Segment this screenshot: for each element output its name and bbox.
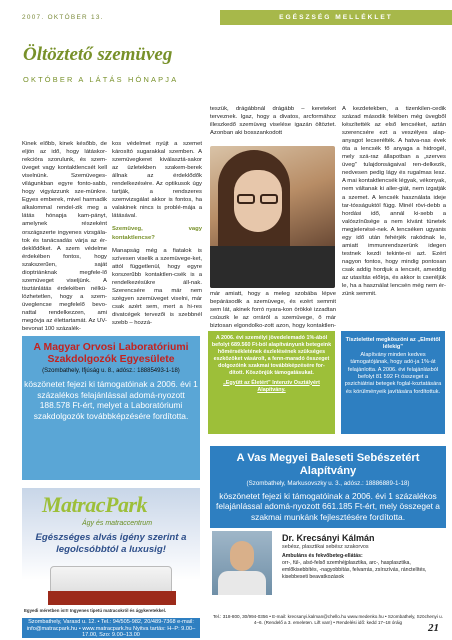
doctor-photo: [212, 531, 272, 595]
issue-date: 2007. OKTÓBER 13.: [22, 14, 104, 21]
foundation-signature: „Együtt az Életért” Intenzív Osztályért Alapítvány.: [223, 379, 320, 393]
article-title: Öltöztető szemüveg: [23, 44, 173, 65]
article-column-1: Kinek előbb, kinek később, de eljön az idő, hogy látáskor-rekcióra szorulunk, és szem-üveget vagy kontaktlencsét kell viselnünk. Szemüveges-világunkban egyre fonto-sabb, hogy vigyázzunk sze-münkre. Egyes emberek, mivel harmadik alkalommal rendel-zik meg a látás hónapja kam-pányt, amelynek részeként országszerte ingyenes vizsgála-tok és tanácsadás várja az ér-deklődőket. A szem védelme érdekében fontos, hogy szakszerűen, saját dioptriánknak megfele-lő szemüveget viseljünk. A tisztánlátás érdekében nélkü-lözhetetlen, hogy a szem-üveglencse megfelelő bevo-nattal rendelkezzen, ami megóvja az élettartamát. Az UV-bevonat 100 százalék-: [22, 141, 107, 333]
ad-title: A Magyar Orvosi Laboratóriumi Szakdolgozók Egyesülete: [33, 342, 189, 365]
woman-with-glasses-photo: [210, 146, 335, 288]
section-title: EGÉSZSÉG MELLÉKLET: [279, 14, 393, 21]
ad-headline: Egészséges alvás igény szerint a legolcsóbbtól a luxusig!: [35, 532, 187, 555]
ad-text: köszönetet fejezi ki támogatóinak a 2006. évi 1 százalékos felajánlással adomá-nyozott 188.578 Ft-ért, melyet a Laboratóriumi szakdolgozók továbbképzésére fordította.: [24, 379, 198, 421]
article-column-2: kos védelmet nyújt a szemet károsító sugarakkal szemben. A szemüvegkeret kiválasztá-sakor az üzletekben szakem-berek állnak az érdeklődők rendelkezésére. Az optikusok úgy tartják, a rendszeres szemvizsgálat akkor is fontos, ha valakinek nincs is problé-mája a látásával. Szemüveg, vagy kontaktlencse? Manapság még a fiatalok is szívesen viselik a szemüvege-ket, attól függetlenül, hogy egyre korszerűbb kontaktlen-csék is a rendelkezésükre áll-nak. Szerencsére ma már nem szégyen szemüveget viselni, már csak azért sem, mert a hi-res divatcégek tervezői is szebbnél szebb – hozzá-: [112, 141, 202, 326]
ad-address: (Szombathely, Markusovszky u. 3., adósz.: 18886889-1-18): [246, 480, 410, 487]
matracpark-ad: [22, 488, 200, 638]
vas-county-foundation-ad: [210, 446, 446, 528]
bed-illustration: [50, 566, 172, 604]
article-column-3-bottom: már amiatt, hogy a meleg szobába lépve bepárásodik a szemüvege, és ezért semmit sem lát, akinek forró nyara-kon örökké izzadtan csúszik le az orráról a szemüvege, õ már biztosan elgondolko-zott azon, hogy kontaktlen-: [210, 291, 336, 330]
ad-text: köszönetet fejezi ki támogatóinak a 2006. évi 1 százalékos felajánlással adomá-nyozott 661.185 Ft-ért, mely összeget a szakmai munkánk fejlesztésére fordította.: [216, 491, 440, 522]
article-column-4: A kezdetekben, a tizenkilen-cedik század második felében még üvegből készítették az első lencséket, aztán szerencsére ezt a veszélyes alap-anyagot lecserélték. A hatva-nas évek óta a lencsék fő anyaga a hidrogél, mely szá-raz állapotban a „szerves üveg” tulajdonságaival ren-delkezik, nedvesen pedig lágy és rugalmas lesz. A mai kontaktlencsék légyak, vékonyak, nem váltanak ki aller-giát, nem izgatják a szemet. A lencsék használata ideje tar-tósságuktól függ. Minél rövi-debb a hordási idő, annál ki-sebb a valószínűsége a nem kívánt tünetek megjelenésé-nek. A lencséken ugyanis egy idő után fehérjék rakódnak le, amiatt immunrendszerünk idegen testnek kezdi tekinte-ni azt. Ezért nagyon fontos, hogy mindig pontosan csak addig hordjuk a lencsét, ameddig az utasítás előírja, és akkor is cseréljük le, ha a használat lencsén még nem ér-zünk semmit.: [342, 106, 446, 298]
lab-association-ad: [22, 336, 200, 480]
page-number: 21: [428, 622, 439, 634]
doctor-role: sebész, plasztikai sebész szakorvos: [282, 544, 369, 550]
section-banner: [220, 10, 452, 25]
mind-soul-foundation-note: Tisztelettel megköszöni az „Elmétől lélekig” Alapítvány minden kedves támogatójának, hogy adó-ja 1%-át felajánlotta. A 2006. évi felajánlásból befolyt 81 592 Ft összeget a pszichiátriai betegek foglal-koztatására és körülményeik javítására fordítottuk.: [341, 331, 445, 434]
doctor-services: Ambuláns és fekvőbeteg-ellátás: orr-, fül-, alsó-felső szemhéjplasztika, arc-, hasplasztika, emlőkisebbítés, -nagyobbítás, felvarrás, zsírszívás, ránctelítés, kisebbeseti beavatkozások: [282, 553, 427, 580]
matracpark-logo: MatracPark: [42, 492, 147, 517]
subheading: Szemüveg, vagy kontaktlencse?: [112, 226, 202, 241]
ad-title: A Vas Megyei Baleseti Sebészetért Alapítvány: [236, 452, 420, 477]
article-subtitle: OKTÓBER A LÁTÁS HÓNAPJA: [23, 75, 179, 84]
ad-address: (Szombathely, Ifjúság u. 8., adósz.: 18885493-1-18): [42, 368, 180, 374]
ad-contact: Szombathely, Varasd u. 12. • Tel.: 94/505-982, 20/489-7368 e-mail: info@matracpark.hu • www.matracpark.hu Nyitva tartás: H–P: 9.00–17.00, Szo: 9.00–13.00: [22, 618, 200, 638]
foundation-thanks-note: A 2006. évi személyi jövedelemadó 1%-ából befolyt 689.560 Ft-ból alapítványunk betegeink hőmérsékletének észlelésének szükséges eszközöket vásárolt, a fenn-maradó összeget dolgozóink szakmai továbbképzésére for-dított. Köszönjük támogatásukat. „Együtt az Életért” Intenzív Osztályért Alapítvány.: [208, 331, 335, 434]
article-column-3-top: teszük, drágábbnál drágább – kereteket terveznek. Igaz, hogy a divatos, arcformához illeszkedő szemüveg viselése igazán öltöztet. Azonban aki bosszankodott: [210, 106, 336, 137]
doctor-name: Dr. Krecsányi Kálmán: [282, 533, 375, 543]
doctor-contact: Tel.: 318-800, 30/994-0356 • E-mail: krecsanyi.kalman@chello.hu www.medenko.hu • Szombathely, Szöchenyi u. 4–6. (Rendelő a 3. emeleten. Lift van!) • Rendelési idő: kedd 17–18 óráig: [213, 614, 443, 625]
ad-slogan: Ágy és matraccentrum: [82, 520, 153, 527]
doctor-ad: [210, 527, 446, 631]
ad-note: Egyedi méretben is!!! Ingyenes tipetú matracokról és ágykeretekkel.: [24, 608, 167, 613]
